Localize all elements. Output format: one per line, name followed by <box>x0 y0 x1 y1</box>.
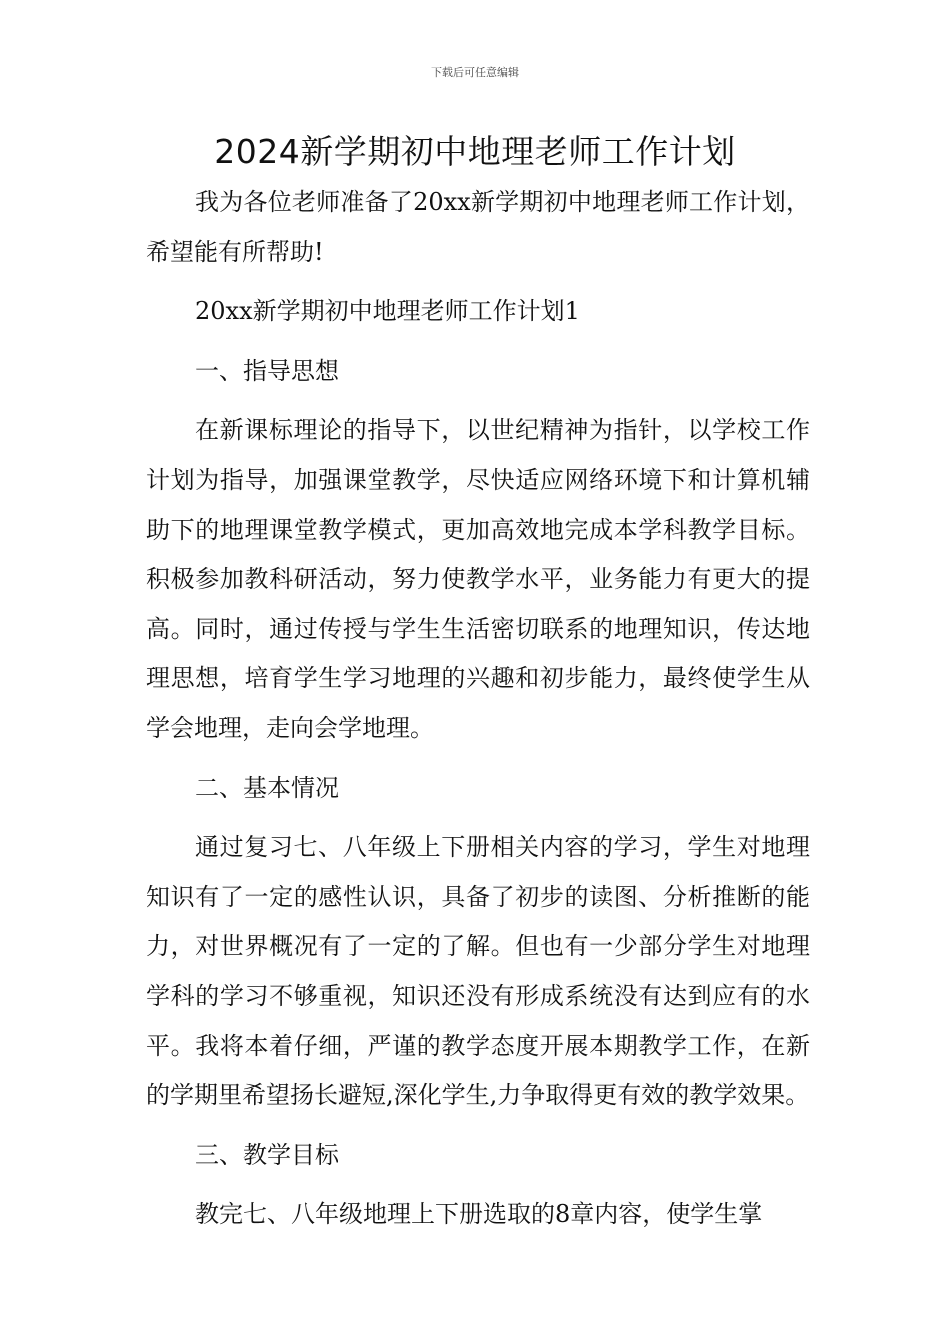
document-title: 2024新学期初中地理老师工作计划 <box>214 132 736 171</box>
section-heading-basic-situation: 二、基本情况 <box>195 773 339 802</box>
paragraph-guiding-thought: 在新课标理论的指导下，以世纪精神为指针，以学校工作计划为指导，加强课堂教学，尽快适应网络环境下和计算机辅助下的地理课堂教学模式，更加高效地完成本学科教学目标。积极参加教科研活动，努力使教学水平，业务能力有更大的提高。同时，通过传授与学生生活密切联系的地理知识，传达地理思想，培育学生学习地理的兴趣和初步能力，最终使学生从学会地理，走向会学地理。 <box>146 416 810 742</box>
header-note: 下载后可任意编辑 <box>431 66 519 79</box>
paragraph-plan-heading: 20xx新学期初中地理老师工作计划1 <box>195 297 580 326</box>
paragraph-intro: 我为各位老师准备了20xx新学期初中地理老师工作计划，希望能有所帮助! <box>146 188 810 266</box>
paragraph-teaching-goals: 教完七、八年级地理上下册选取的8章内容，使学生掌 <box>195 1200 763 1229</box>
document-body <box>146 178 810 1240</box>
paragraph-basic-situation: 通过复习七、八年级上下册相关内容的学习，学生对地理知识有了一定的感性认识，具备了初步的读图、分析推断的能力，对世界概况有了一定的了解。但也有一少部分学生对地理学科的学习不够重视，知识还没有形成系统没有达到应有的水平。我将本着仔细，严谨的教学态度开展本期教学工作，在新的学期里希望扬长避短,深化学生,力争取得更有效的教学效果。 <box>146 833 810 1110</box>
section-heading-teaching-goals: 三、教学目标 <box>195 1140 339 1169</box>
section-heading-guiding-thought: 一、指导思想 <box>195 356 339 385</box>
